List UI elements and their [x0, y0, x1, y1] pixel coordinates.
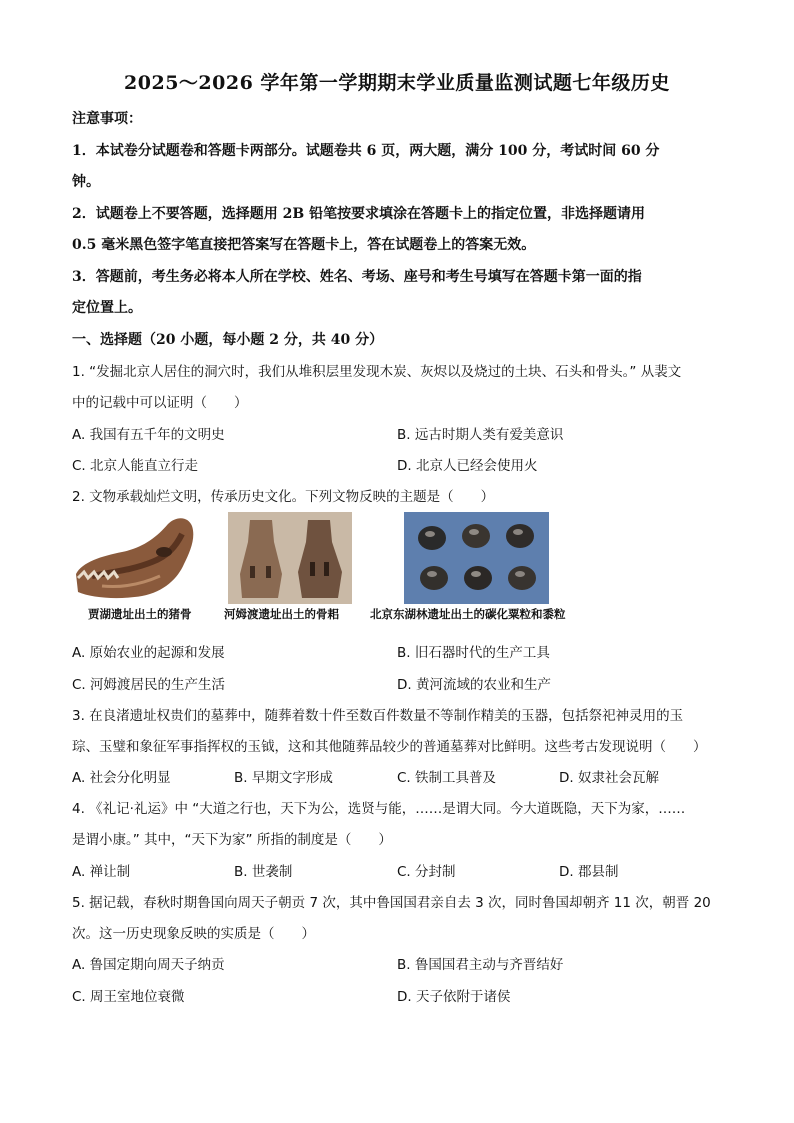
notice-item-3-line-2: 定位置上。	[72, 300, 142, 316]
q2-stem-line-1: 2. 文物承载灿烂文明，传承历史文化。下列文物反映的主题是（ ）	[72, 489, 495, 505]
notice-item-1-line-2: 钟。	[72, 174, 100, 190]
q1-stem-line-1: 1. “发掘北京人居住的洞穴时，我们从堆积层里发现木炭、灰烬以及烧过的土块、石头和骨头。” 从裴文	[72, 364, 682, 380]
q3-option-b: B. 早期文字形成	[234, 770, 333, 786]
notice-item-3-line-1: 3．答题前，考生务必将本人所在学校、姓名、考场、座号和考生号填写在答题卡第一面的指	[72, 269, 642, 285]
caption-pig-bone: 贾湖遗址出土的猪骨	[88, 607, 192, 621]
q4-option-b: B. 世袭制	[234, 864, 293, 880]
caption-carbonized-grain: 北京东湖林遗址出土的碳化粟粒和黍粒	[370, 607, 566, 621]
pig-bone-image	[72, 512, 204, 604]
q4-option-a: A. 禅让制	[72, 864, 131, 880]
q5-stem-line-1: 5. 据记载，春秋时期鲁国向周天子朝贡 7 次，其中鲁国国君亲自去 3 次，同时鲁国却朝齐 11 次，朝晋 20	[72, 895, 711, 911]
q5-stem-line-2: 次。这一历史现象反映的实质是（ ）	[72, 926, 315, 942]
q2-option-a: A. 原始农业的起源和发展	[72, 645, 225, 661]
notice-item-1-line-1: 1．本试卷分试题卷和答题卡两部分。试题卷共 6 页，两大题，满分 100 分，考试时间 60 分	[72, 143, 660, 159]
page-title: 2025～2026 学年第一学期期末学业质量监测试题七年级历史	[124, 72, 670, 94]
q3-option-a: A. 社会分化明显	[72, 770, 171, 786]
q1-option-d: D. 北京人已经会使用火	[397, 458, 538, 474]
q3-stem-line-1: 3. 在良渚遗址权贵们的墓葬中，随葬着数十件至数百件数量不等制作精美的玉器，包括祭祀神灵用的玉	[72, 708, 684, 724]
q4-option-c: C. 分封制	[397, 864, 456, 880]
caption-bone-spade: 河姆渡遗址出土的骨耜	[224, 607, 339, 621]
q3-option-c: C. 铁制工具普及	[397, 770, 497, 786]
q5-option-a: A. 鲁国定期向周天子纳贡	[72, 957, 225, 973]
q5-option-b: B. 鲁国国君主动与齐晋结好	[397, 957, 564, 973]
notice-item-2-line-1: 2．试题卷上不要答题，选择题用 2B 铅笔按要求填涂在答题卡上的指定位置，非选择题请用	[72, 206, 646, 222]
q3-option-d: D. 奴隶社会瓦解	[559, 770, 659, 786]
q5-option-d: D. 天子依附于诸侯	[397, 989, 511, 1005]
q4-option-d: D. 郡县制	[559, 864, 619, 880]
q1-stem-line-2: 中的记载中可以证明（ ）	[72, 395, 248, 411]
q4-stem-line-1: 4. 《礼记·礼运》中 “大道之行也，天下为公，选贤与能，……是谓大同。今大道既隐，天下为家，……	[72, 801, 686, 817]
q2-option-d: D. 黄河流域的农业和生产	[397, 677, 551, 693]
q2-option-c: C. 河姆渡居民的生产生活	[72, 677, 226, 693]
q1-option-a: A. 我国有五千年的文明史	[72, 427, 225, 443]
q3-stem-line-2: 琮、玉璧和象征军事指挥权的玉钺，这和其他随葬品较少的普通墓葬对比鲜明。这些考古发现说明（ ）	[72, 739, 707, 755]
q5-option-c: C. 周王室地位衰微	[72, 989, 185, 1005]
bone-spade-image	[228, 512, 352, 604]
q1-option-b: B. 远古时期人类有爱美意识	[397, 427, 564, 443]
carbonized-grain-image	[404, 512, 549, 604]
q2-option-b: B. 旧石器时代的生产工具	[397, 645, 550, 661]
q4-stem-line-2: 是谓小康。” 其中，“天下为家” 所指的制度是（ ）	[72, 832, 392, 848]
notice-item-2-line-2: 0.5 毫米黑色签字笔直接把答案写在答题卡上，答在试题卷上的答案无效。	[72, 237, 536, 253]
q1-option-c: C. 北京人能直立行走	[72, 458, 199, 474]
notice-heading: 注意事项：	[72, 111, 142, 127]
section-heading: 一、选择题（20 小题，每小题 2 分，共 40 分）	[72, 332, 384, 348]
